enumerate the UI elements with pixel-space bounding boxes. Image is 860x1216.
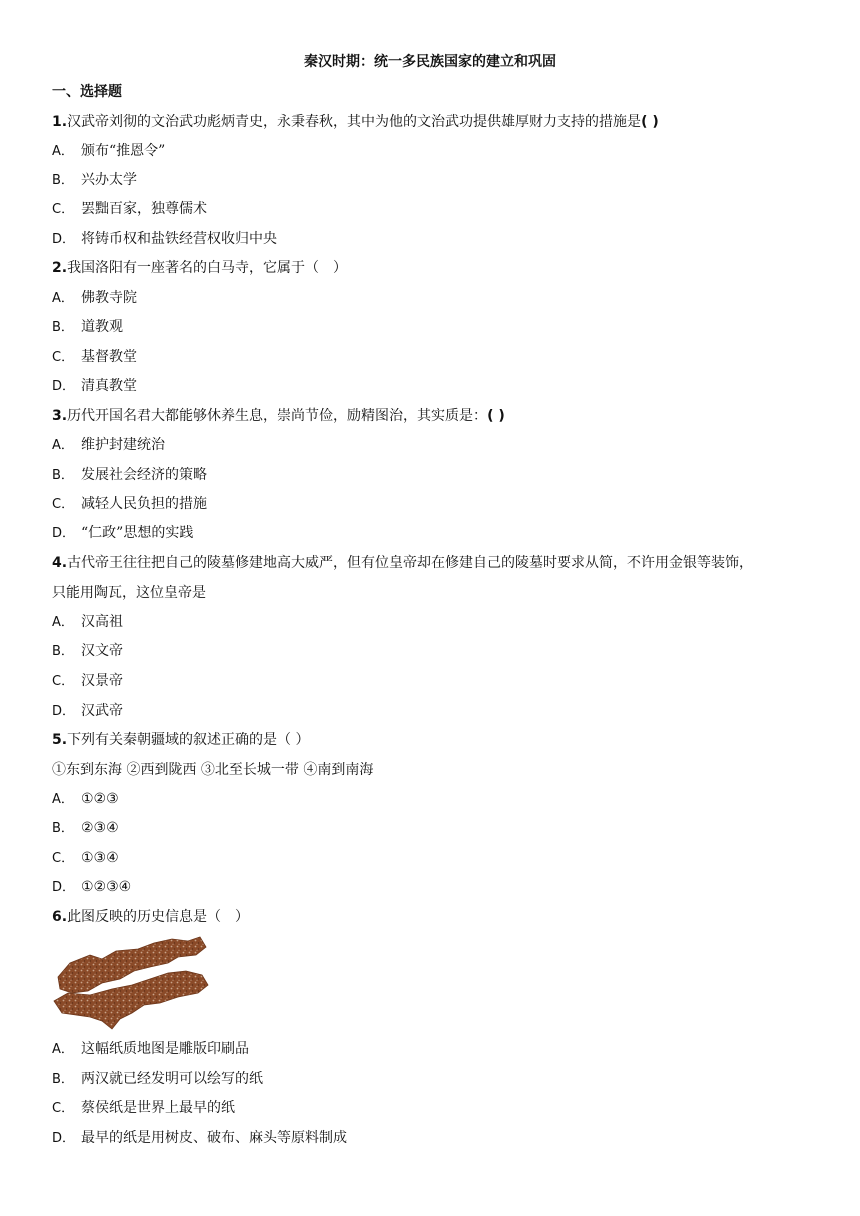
- question-3-option-a: [52, 435, 812, 456]
- option-text: 发展社会经济的策略: [81, 467, 207, 483]
- option-text: ①③④: [81, 850, 119, 866]
- option-text: ①②③: [81, 791, 119, 807]
- option-letter: A．: [52, 438, 74, 453]
- question-5-option-a: [52, 789, 812, 810]
- question-2-option-b: [52, 317, 812, 338]
- option-text: 清真教堂: [81, 378, 137, 394]
- option-text: ②③④: [81, 820, 119, 836]
- option-text: 佛教寺院: [81, 290, 137, 306]
- option-text: 将铸币权和盐铁经营权收归中央: [81, 231, 277, 247]
- option-letter: B．: [52, 320, 74, 335]
- option-letter: C．: [52, 350, 75, 365]
- question-1-option-c: [52, 199, 812, 220]
- option-letter: D．: [52, 880, 76, 895]
- option-text: “仁政”思想的实践: [81, 525, 194, 541]
- question-2-option-c: [52, 347, 812, 368]
- option-letter: B．: [52, 468, 74, 483]
- option-letter: C．: [52, 202, 75, 217]
- question-4-stem: [52, 553, 812, 573]
- option-letter: D．: [52, 1131, 76, 1146]
- question-number: 2.: [52, 260, 68, 276]
- question-6-option-b: [52, 1069, 812, 1090]
- section-heading: 一、选择题: [52, 84, 122, 100]
- option-text: 两汉就已经发明可以绘写的纸: [81, 1071, 263, 1087]
- question-number: 5.: [52, 732, 68, 748]
- question-text: 古代帝王往往把自己的陵墓修建地高大威严，但有位皇帝却在修建自己的陵墓时要求从简，不许用金银等装饰，: [67, 555, 754, 571]
- question-3-option-d: [52, 523, 812, 544]
- question-text: 此图反映的历史信息是（ ）: [67, 909, 250, 925]
- question-2-option-d: [52, 376, 812, 397]
- option-text: 基督教堂: [81, 349, 137, 365]
- option-letter: D．: [52, 379, 76, 394]
- option-letter: B．: [52, 644, 74, 659]
- option-text: 减轻人民负担的措施: [81, 496, 207, 512]
- option-text: 道教观: [81, 319, 123, 335]
- option-text: 维护封建统治: [81, 437, 165, 453]
- question-4-option-d: [52, 701, 812, 722]
- question-4-option-c: [52, 671, 812, 692]
- option-text: 罢黜百家，独尊儒术: [81, 201, 207, 217]
- question-1-option-b: [52, 170, 812, 191]
- option-letter: A．: [52, 291, 74, 306]
- option-text: 最早的纸是用树皮、破布、麻头等原料制成: [81, 1130, 347, 1146]
- question-1-stem: [52, 112, 812, 132]
- paper-fragment-image: [50, 933, 212, 1033]
- question-5-option-c: [52, 848, 812, 869]
- option-letter: D．: [52, 232, 76, 247]
- option-text: 颁布“推恩令”: [81, 143, 166, 159]
- option-letter: A．: [52, 615, 74, 630]
- question-6-option-a: [52, 1039, 812, 1060]
- question-text: 我国洛阳有一座著名的白马寺，它属于（ ）: [67, 260, 348, 276]
- question-number: 4.: [52, 555, 68, 571]
- question-4-option-a: [52, 612, 812, 633]
- question-5-stem: [52, 730, 812, 750]
- question-number: 1.: [52, 114, 68, 130]
- question-3-option-c: [52, 494, 812, 515]
- option-letter: C．: [52, 674, 75, 689]
- document-title: 秦汉时期：统一多民族国家的建立和巩固: [304, 54, 556, 70]
- question-1-option-a: [52, 141, 812, 162]
- option-text: 汉武帝: [81, 703, 123, 719]
- question-3-stem: [52, 406, 812, 426]
- option-letter: C．: [52, 1101, 75, 1116]
- option-letter: B．: [52, 173, 74, 188]
- option-letter: D．: [52, 704, 76, 719]
- option-letter: B．: [52, 821, 74, 836]
- question-text: 汉武帝刘彻的文治武功彪炳青史，永秉春秋，其中为他的文治武功提供雄厚财力支持的措施是: [67, 114, 642, 130]
- option-text: 兴办太学: [81, 172, 137, 188]
- question-1-option-d: [52, 229, 812, 250]
- question-6-stem: [52, 907, 812, 927]
- question-text: 下列有关秦朝疆域的叙述正确的是（ ）: [67, 732, 310, 748]
- question-5-option-d: [52, 877, 812, 898]
- question-4-stem-continued: 只能用陶瓦，这位皇帝是: [52, 585, 206, 601]
- question-text: 历代开国名君大都能够休养生息，崇尚节俭，励精图治，其实质是：: [67, 408, 488, 424]
- answer-paren: ( ): [487, 408, 505, 424]
- option-letter: A．: [52, 1042, 74, 1057]
- question-2-stem: [52, 258, 812, 278]
- option-letter: C．: [52, 851, 75, 866]
- question-5-option-b: [52, 818, 812, 839]
- question-number: 3.: [52, 408, 68, 424]
- question-number: 6.: [52, 909, 68, 925]
- question-2-option-a: [52, 288, 812, 309]
- option-letter: A．: [52, 144, 74, 159]
- question-3-option-b: [52, 465, 812, 486]
- option-letter: B．: [52, 1072, 74, 1087]
- question-4-option-b: [52, 641, 812, 662]
- option-text: 汉文帝: [81, 643, 123, 659]
- option-text: 这幅纸质地图是雕版印刷品: [81, 1041, 249, 1057]
- option-letter: C．: [52, 497, 75, 512]
- option-text: 汉高祖: [81, 614, 123, 630]
- answer-paren: ( ): [641, 114, 659, 130]
- option-letter: D．: [52, 526, 76, 541]
- option-text: 蔡侯纸是世界上最早的纸: [81, 1100, 235, 1116]
- option-text: 汉景帝: [81, 673, 123, 689]
- option-letter: A．: [52, 792, 74, 807]
- question-5-statements: ①东到东海 ②西到陇西 ③北至长城一带 ④南到南海: [52, 762, 374, 778]
- question-6-option-d: [52, 1128, 812, 1149]
- question-6-option-c: [52, 1098, 812, 1119]
- option-text: ①②③④: [81, 879, 132, 895]
